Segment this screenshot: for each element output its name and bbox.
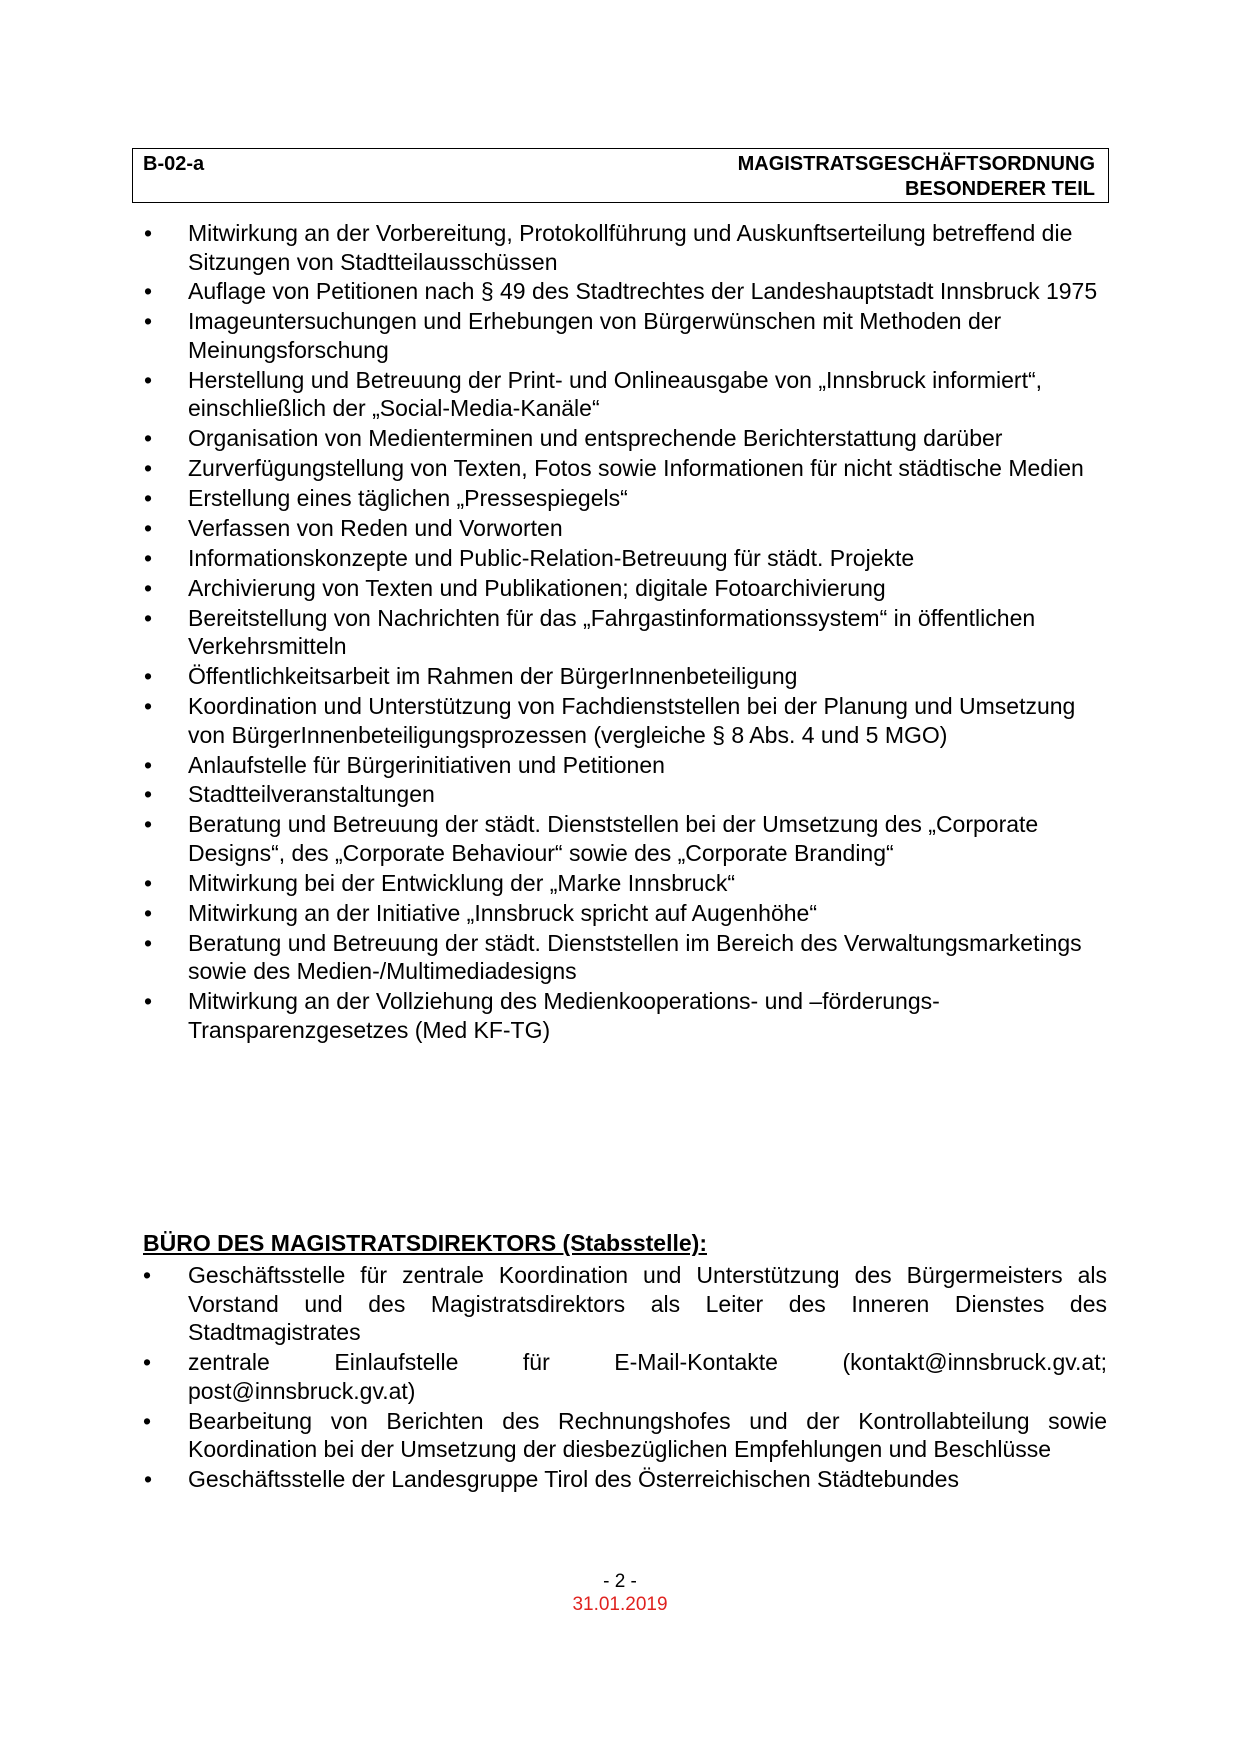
- bullet-icon: •: [143, 278, 153, 305]
- list-item: [143, 366, 1107, 423]
- list-item: [143, 899, 1107, 928]
- list-item-text: Mitwirkung bei der Entwicklung der „Marke Innsbruck“: [188, 869, 736, 896]
- list-item: [143, 1348, 1107, 1405]
- list-item: [143, 1261, 1107, 1347]
- bullet-icon: •: [143, 693, 153, 720]
- list-item: [143, 692, 1107, 749]
- bullet-icon: •: [143, 663, 153, 690]
- list-item-text: Archivierung von Texten und Publikationen; digitale Fotoarchivierung: [188, 574, 886, 601]
- list-item: [143, 424, 1107, 453]
- list-item-text: zentrale Einlaufstelle für E-Mail-Kontakte (kontakt@innsbruck.gv.at; post@innsbruck.gv.at): [188, 1349, 1107, 1404]
- bullet-icon: •: [143, 811, 153, 838]
- list-item: [143, 514, 1107, 543]
- list-item: [143, 1407, 1107, 1464]
- bullet-icon: •: [143, 988, 153, 1015]
- list-item-text: Bearbeitung von Berichten des Rechnungshofes und der Kontrollabteilung sowie Koordination bei der Umsetzung der diesbezüglichen Empfehlungen und Beschlüsse: [188, 1407, 1107, 1463]
- bullet-icon: •: [143, 485, 153, 512]
- list-item-text: Mitwirkung an der Vorbereitung, Protokollführung und Auskunftserteilung betreffend die Sitzungen von Stadtteilausschüssen: [188, 220, 1073, 275]
- bullet-icon: •: [143, 781, 153, 808]
- list-item-text: Beratung und Betreuung der städt. Dienststellen bei der Umsetzung des „Corporate Designs“, des „Corporate Behaviour“ sowie des „Corporate Branding“: [188, 811, 1039, 866]
- list-item: [143, 454, 1107, 483]
- list-item: [143, 277, 1107, 306]
- list-item: [143, 1465, 1107, 1494]
- document-date: 31.01.2019: [572, 1594, 668, 1615]
- list-item: [143, 484, 1107, 513]
- list-item-text: Stadtteilveranstaltungen: [188, 781, 435, 808]
- bullet-icon: •: [143, 869, 153, 896]
- bullet-icon: •: [143, 899, 153, 926]
- list-item: [143, 929, 1107, 986]
- list-item: [143, 810, 1107, 867]
- page-number: - 2 -: [603, 1571, 637, 1592]
- list-item-text: Bereitstellung von Nachrichten für das „Fahrgastinformationssystem“ in öffentlichen Verkehrsmitteln: [188, 604, 1036, 660]
- list-item-text: Beratung und Betreuung der städt. Dienststellen im Bereich des Verwaltungsmarketings sowie des Medien-/Multimediadesigns: [188, 929, 1082, 985]
- list-item: [143, 307, 1107, 364]
- list-item-text: Mitwirkung an der Vollziehung des Medienkooperations- und –förderungs-Transparenzgesetzes (Med KF-TG): [188, 988, 940, 1043]
- list-item: [143, 604, 1107, 661]
- list-item: [143, 219, 1107, 276]
- list-item-text: Anlaufstelle für Bürgerinitiativen und Petitionen: [188, 751, 665, 778]
- list-item-text: Organisation von Medienterminen und entsprechende Berichterstattung darüber: [188, 425, 1003, 452]
- section-heading: BÜRO DES MAGISTRATSDIREKTORS (Stabsstelle):: [143, 1230, 707, 1256]
- bullet-icon: •: [143, 1262, 152, 1288]
- task-list-director-office: [143, 1261, 1107, 1495]
- bullet-icon: •: [143, 604, 153, 631]
- list-item-text: Geschäftsstelle der Landesgruppe Tirol des Österreichischen Städtebundes: [188, 1466, 959, 1493]
- list-item-text: Öffentlichkeitsarbeit im Rahmen der BürgerInnenbeteiligung: [188, 663, 798, 690]
- list-item-text: Zurverfügungstellung von Texten, Fotos sowie Informationen für nicht städtische Medien: [188, 455, 1084, 482]
- document-code: B-02-a: [143, 153, 205, 175]
- task-list-public-relations: [143, 219, 1107, 1046]
- list-item-text: Informationskonzepte und Public-Relation-Betreuung für städt. Projekte: [188, 544, 915, 571]
- bullet-icon: •: [143, 1407, 152, 1434]
- bullet-icon: •: [143, 455, 153, 482]
- bullet-icon: •: [143, 1466, 153, 1493]
- bullet-icon: •: [143, 220, 153, 246]
- document-title-line-1: MAGISTRATSGESCHÄFTSORDNUNG: [737, 153, 1095, 175]
- bullet-icon: •: [143, 366, 153, 393]
- list-item: [143, 574, 1107, 603]
- list-item-text: Koordination und Unterstützung von Fachdienststellen bei der Planung und Umsetzung von BürgerInnenbeteiligungsprozessen (vergleiche § 8 Abs. 4 und 5 MGO): [188, 693, 1076, 748]
- list-item-text: Auflage von Petitionen nach § 49 des Stadtrechtes der Landeshauptstadt Innsbruck 1975: [188, 278, 1098, 305]
- list-item-text: Herstellung und Betreuung der Print- und Onlineausgabe von „Innsbruck informiert“, einschließlich der „Social-Media-Kanäle“: [188, 366, 1043, 422]
- bullet-icon: •: [143, 1349, 152, 1376]
- bullet-icon: •: [143, 751, 153, 778]
- list-item-text: Erstellung eines täglichen „Pressespiegels“: [188, 485, 628, 512]
- list-item: [143, 987, 1107, 1044]
- bullet-icon: •: [143, 574, 153, 601]
- list-item: [143, 544, 1107, 573]
- bullet-icon: •: [143, 425, 153, 452]
- list-item-text: Verfassen von Reden und Vorworten: [188, 515, 563, 542]
- document-title-line-2: BESONDERER TEIL: [904, 178, 1095, 200]
- list-item-text: Imageuntersuchungen und Erhebungen von Bürgerwünschen mit Methoden der Meinungsforschung: [188, 308, 1002, 363]
- list-item-text: Mitwirkung an der Initiative „Innsbruck spricht auf Augenhöhe“: [188, 899, 817, 926]
- list-item: [143, 869, 1107, 898]
- list-item: [143, 780, 1107, 809]
- list-item: [143, 751, 1107, 780]
- bullet-icon: •: [143, 544, 153, 571]
- list-item-text: Geschäftsstelle für zentrale Koordination und Unterstützung des Bürgermeisters als Vorstand und des Magistratsdirektors als Leiter des Inneren Dienstes des Stadtmagistrates: [188, 1262, 1107, 1346]
- page-header: [132, 148, 1109, 203]
- bullet-icon: •: [143, 515, 153, 542]
- bullet-icon: •: [143, 308, 153, 335]
- list-item: [143, 662, 1107, 691]
- document-title: [738, 152, 1095, 202]
- bullet-icon: •: [143, 929, 153, 956]
